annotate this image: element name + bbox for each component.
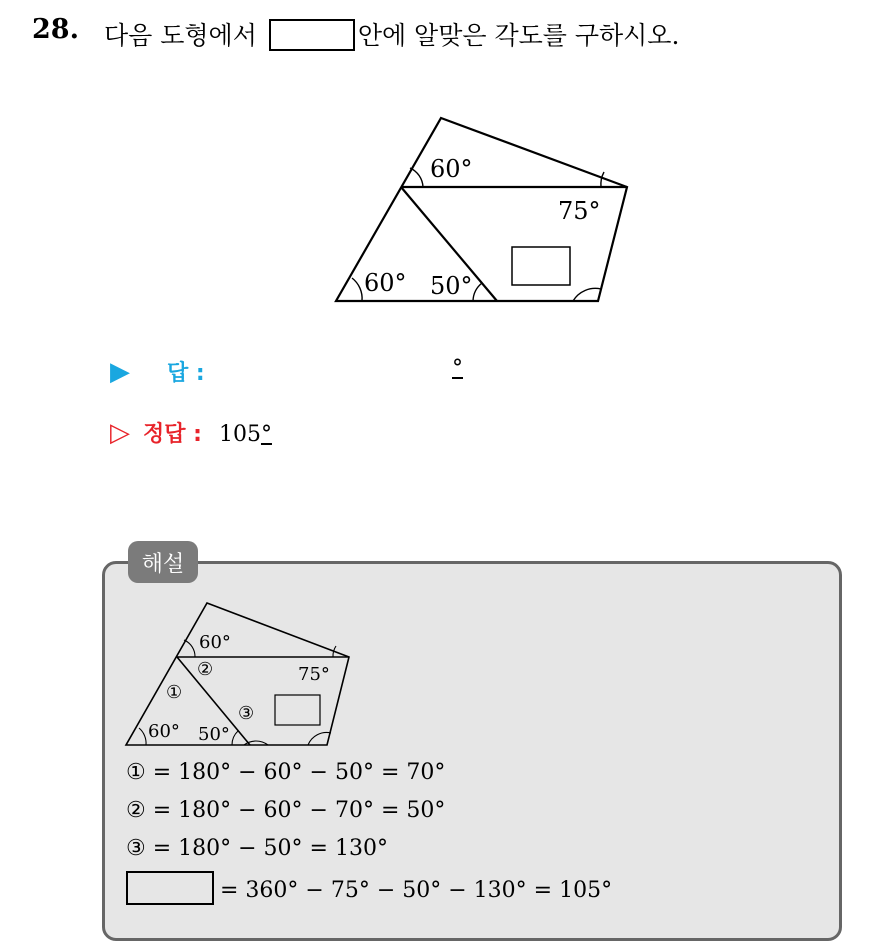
explanation-label-circle-two: ② — [197, 659, 214, 680]
answer-marker-icon: ▶ — [110, 357, 130, 387]
explanation-final-text: = 360° − 75° − 50° − 130° = 105° — [220, 878, 613, 903]
correct-marker-icon: ▷ — [110, 418, 130, 448]
explanation-line-final — [126, 874, 612, 908]
angle-arc-top — [410, 168, 423, 187]
explanation-label-circle-one: ① — [166, 682, 183, 703]
figure-label-middle: 50° — [430, 272, 473, 300]
question-text-after: 안에 알맞은 각도를 구하시오. — [357, 21, 680, 50]
figure-label-left: 60° — [364, 269, 407, 297]
explanation-line-2: ② = 180° − 60° − 70° = 50° — [126, 798, 446, 823]
explanation-line-3: ③ = 180° − 50° = 130° — [126, 836, 388, 861]
correct-value: 105 — [218, 422, 261, 447]
figure-label-top: 60° — [430, 155, 473, 183]
angle-arc-left — [352, 278, 362, 301]
angle-arc-middle — [473, 283, 482, 301]
quadrilateral-figure — [320, 110, 640, 310]
correct-unit: ° — [260, 422, 272, 447]
question-text-before: 다음 도형에서 — [104, 21, 257, 50]
explanation-arc-middle — [232, 731, 238, 745]
unknown-angle-box — [512, 247, 570, 285]
question-text — [104, 16, 679, 54]
correct-row — [110, 417, 272, 448]
explanation-unknown-box — [275, 695, 320, 725]
explanation-figure — [120, 598, 360, 750]
explanation-label-middle: 50° — [198, 724, 230, 745]
explanation-tag: 해설 — [128, 541, 198, 583]
explanation-label-right: 75° — [298, 664, 330, 685]
angle-arc-right — [601, 172, 604, 187]
explanation-blank-box — [126, 871, 214, 905]
blank-box — [269, 19, 355, 51]
answer-unit: ° — [452, 356, 463, 381]
correct-label: 정답 : — [143, 422, 202, 447]
answer-row — [110, 356, 205, 387]
explanation-label-left: 60° — [148, 721, 180, 742]
answer-label: 답 : — [167, 361, 205, 386]
question-number: 28. — [32, 14, 79, 45]
figure-label-right: 75° — [558, 197, 601, 225]
explanation-label-top: 60° — [199, 632, 231, 653]
explanation-label-circle-three: ③ — [238, 703, 255, 724]
angle-arc-bottom-right — [573, 288, 601, 301]
explanation-line-1: ① = 180° − 60° − 50° = 70° — [126, 760, 446, 785]
explanation-arc-left — [139, 728, 146, 745]
explanation-arc-top — [184, 640, 195, 657]
